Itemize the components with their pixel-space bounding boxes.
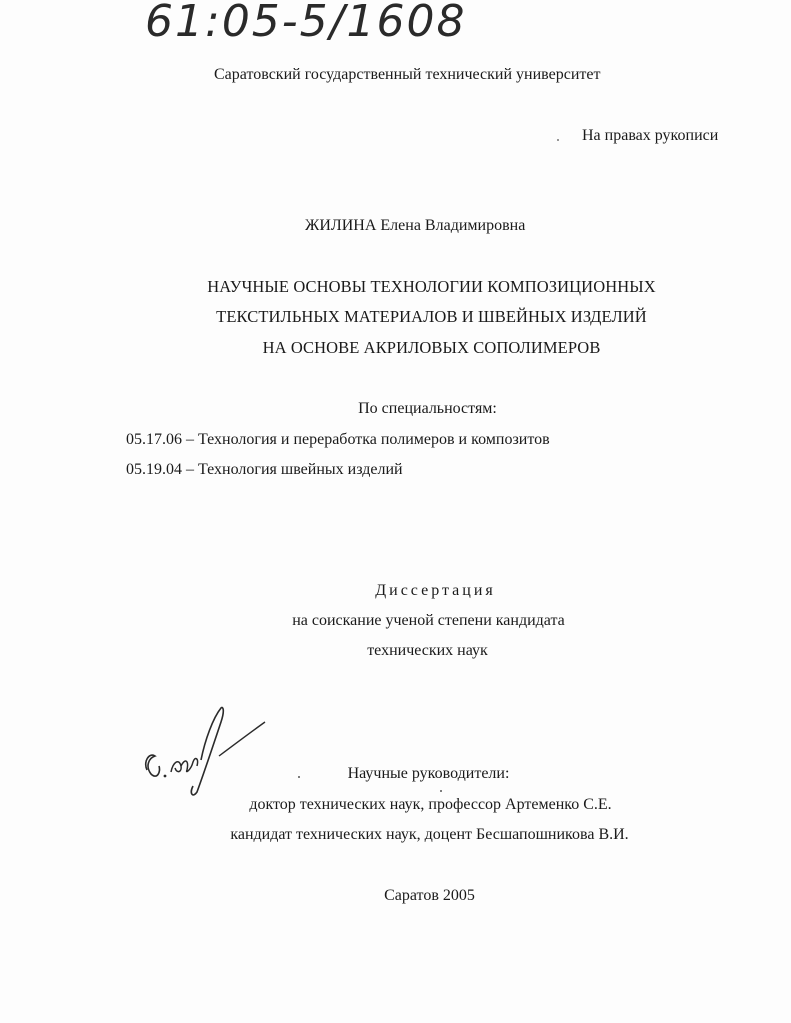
dissertation-line-1: на соискание ученой степени кандидата — [292, 612, 565, 629]
title-line-3: НА ОСНОВЕ АКРИЛОВЫХ СОПОЛИМЕРОВ — [262, 338, 601, 357]
manuscript-note: На правах рукописи — [582, 127, 719, 144]
footer-city-year: Саратов 2005 — [384, 887, 475, 904]
scan-speck — [557, 139, 559, 141]
university-name: Саратовский государственный технический университет — [214, 66, 601, 83]
dissertation-heading: Диссертация — [375, 582, 496, 599]
title-line-2: ТЕКСТИЛЬНЫХ МАТЕРИАЛОВ И ШВЕЙНЫХ ИЗДЕЛИЙ — [216, 307, 647, 326]
scan-speck — [298, 776, 300, 778]
title-line-1: НАУЧНЫЕ ОСНОВЫ ТЕХНОЛОГИИ КОМПОЗИЦИОННЫХ — [207, 277, 656, 296]
scan-speck — [440, 790, 442, 792]
supervisors-heading: Научные руководители: — [347, 765, 510, 782]
supervisor-item: доктор технических наук, профессор Артеменко С.Е. — [249, 796, 612, 813]
archive-code: 61:05-5/1608 — [145, 0, 467, 47]
signature — [135, 700, 275, 800]
author-name: ЖИЛИНА Елена Владимировна — [305, 217, 526, 234]
dissertation-line-2: технических наук — [367, 642, 488, 659]
specialty-item: 05.17.06 – Технология и переработка полимеров и композитов — [126, 431, 550, 448]
specialty-item: 05.19.04 – Технология швейных изделий — [126, 461, 403, 478]
supervisor-item: кандидат технических наук, доцент Бесшапошникова В.И. — [230, 826, 629, 843]
specialties-heading: По специальностям: — [358, 400, 497, 417]
